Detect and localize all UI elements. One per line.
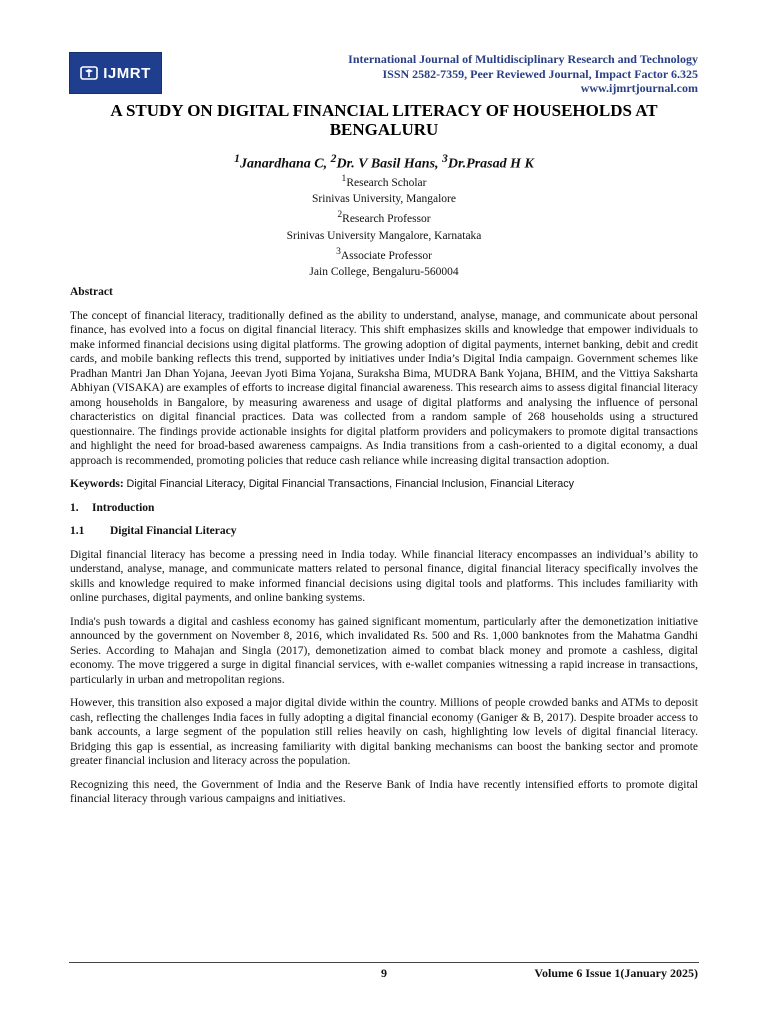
section-heading (70, 501, 698, 516)
affiliation-institution: Jain College, Bengaluru-560004 (309, 265, 459, 278)
paper-body (70, 285, 698, 816)
body-paragraph: However, this transition also exposed a major digital divide within the country. Millions of people crowded banks and ATMs to deposit cash, reflecting the challenges India faces in fully adopting a digital financial economy (Ganiger & B, 2017). Despite broader access to bank accounts, a large segment of the population still relies heavily on cash, highlighting low levels of digital financial literacy. Bridging this gap is essential, as increasing familiarity with digital banking mechanisms can boost the banking sector and promote greater financial inclusion and literacy across the population. (70, 697, 698, 767)
affiliation-role (70, 207, 698, 227)
journal-name: International Journal of Multidisciplinary Research and Technology (348, 52, 698, 66)
author-sup: 1 (234, 152, 240, 165)
affiliations (70, 171, 698, 280)
affiliation-sup: 3 (336, 245, 341, 257)
journal-website-link[interactable]: www.ijmrtjournal.com (580, 81, 698, 95)
section-number: 1. (70, 501, 79, 514)
affiliation-role-text: Associate Professor (340, 249, 432, 262)
journal-info (348, 52, 698, 96)
affiliation-role-text: Research Professor (342, 213, 431, 226)
body-paragraph: Digital financial literacy has become a pressing need in India today. While financial literacy encompasses an individual’s ability to understand, analyse, manage, and communicate matters related to personal finance, digital financial literacy specifically involves the skills and knowledge required to make informed financial decisions using digital tools and platforms. This includes familiarity with online purchases, digital payments, and online banking systems. (70, 548, 698, 604)
page-number: 9 (381, 966, 387, 980)
journal-logo (69, 52, 162, 94)
affiliation-sup: 2 (337, 209, 343, 221)
affiliation-role-text: Research Scholar (346, 176, 427, 189)
logo-text: IJMRT (103, 64, 151, 82)
body-paragraph: Recognizing this need, the Government of India and the Reserve Bank of India have recently intensified efforts to promote digital financial literacy through various campaigns and initiatives. (70, 778, 698, 805)
body-paragraph: India's push towards a digital and cashless economy has gained significant momentum, particularly after the demonetization initiative announced by the government on November 8, 2016, which invalidated Rs. 500 and Rs. 1,000 banknotes from the Mahatma Gandhi Series. According to Mahajan and Singla (2017), demonetization aimed to combat black money and promote a cashless, digital economy. The move triggered a surge in digital financial services, with e-wallet companies witnessing a rapid increase in transactions, particularly in urban and metropolitan regions. (70, 615, 698, 686)
subsection-number: 1.1 (70, 525, 85, 537)
author-name: Dr. V Basil Hans, (336, 156, 439, 172)
subsection-title: Digital Financial Literacy (110, 525, 237, 537)
affiliation-role (70, 171, 698, 191)
subsection-heading (70, 524, 698, 539)
abstract-text: The concept of financial literacy, traditionally defined as the ability to understand, analyse, manage, and communicate about personal finance, has evolved into a focus on digital financial literacy. This shift emphasizes skills and knowledge that empower individuals to make informed financial decisions using digital platforms. The growing adoption of digital payments, internet banking, debit and credit cards, and mobile banking reflects this trend, supported by initiatives under India’s Digital India campaign. Government schemes like Pradhan Mantri Jan Dhan Yojana, Jeevan Jyoti Bima Yojana, Suraksha Bima, MUDRA Bank Yojana, BHIM, and the Vittiya Saksharta Abhiyan (VISAKA) are examples of efforts to increase digital financial awareness. This research aims to assess digital financial literacy among households in Bangalore, by measuring awareness and usage of digital platforms and analysing the influence of personal characteristics on digital financial practices. Data was collected from a random sample of 268 households using a structured questionnaire. The findings provide actionable insights for digital platform providers and policymakers to promote digital transactions and highlight the need for broad-based awareness campaigns. As India transitions from a cash-oriented to a digital economy, a dual approach is recommended, promoting policies that reduce cash reliance while increasing digital transaction adoption. (70, 309, 698, 467)
author-list (70, 152, 698, 173)
keywords-label: Keywords: (70, 478, 124, 490)
affiliation-role (70, 244, 698, 264)
author-name: Dr.Prasad H K (447, 156, 534, 172)
journal-issn: ISSN 2582-7359, Peer Reviewed Journal, Impact Factor 6.325 (382, 66, 698, 81)
section-title: Introduction (92, 501, 155, 514)
keywords (70, 477, 698, 492)
volume-info: Volume 6 Issue 1(January 2025) (534, 966, 698, 980)
paper-title: A STUDY ON DIGITAL FINANCIAL LITERACY OF HOUSEHOLDS AT BENGALURU (110, 101, 658, 139)
author-name: Janardhana C, (239, 156, 328, 172)
abstract-heading: Abstract (70, 286, 113, 298)
keywords-text: Digital Financial Literacy, Digital Financial Transactions, Financial Inclusion, Financial Literacy (126, 478, 575, 490)
affiliation-sup: 1 (341, 173, 347, 184)
affiliation-institution: Srinivas University Mangalore, Karnataka (286, 229, 482, 242)
footer-divider (69, 962, 699, 963)
author-sup: 3 (442, 152, 448, 165)
journal-emblem-icon (80, 65, 98, 81)
affiliation-institution: Srinivas University, Mangalore (312, 193, 456, 206)
author-sup: 2 (330, 152, 337, 165)
